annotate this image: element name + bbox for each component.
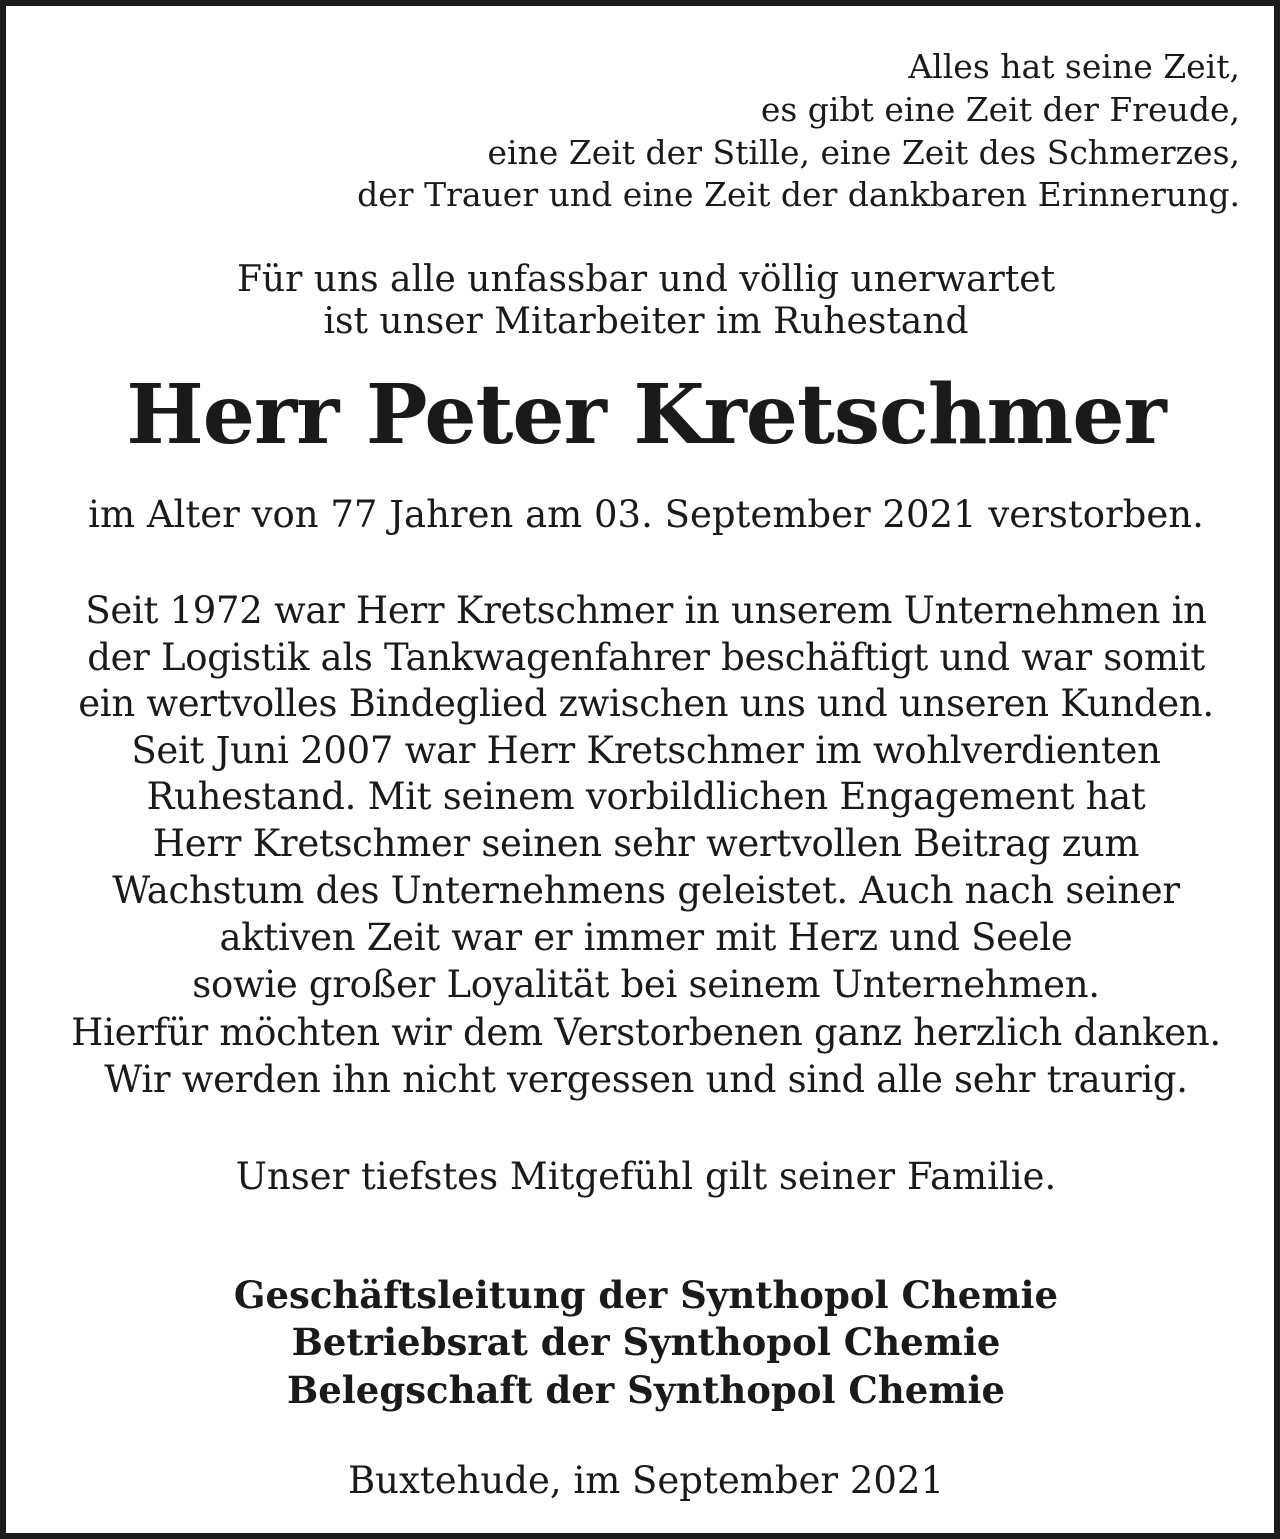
tribute-line: Herr Kretschmer seinen sehr wertvollen Beitrag zum bbox=[152, 822, 1140, 865]
tribute-line: Wachstum des Unternehmens geleistet. Auch nach seiner bbox=[112, 869, 1180, 912]
intro-line: ist unser Mitarbeiter im Ruhestand bbox=[323, 301, 969, 342]
intro-line: Für uns alle unfassbar und völlig unerwartet bbox=[236, 259, 1056, 300]
poem-line: der Trauer und eine Zeit der dankbaren Erinnerung. bbox=[357, 175, 1240, 214]
age-death-line: im Alter von 77 Jahren am 03. September 2021 verstorben. bbox=[88, 493, 1204, 536]
tribute-line: Wir werden ihn nicht vergessen und sind alle sehr traurig. bbox=[104, 1058, 1188, 1101]
signer-line: Betriebsrat der Synthopol Chemie bbox=[291, 1320, 1001, 1364]
poem-line: eine Zeit der Stille, eine Zeit des Schmerzes, bbox=[487, 133, 1240, 172]
poem-line: es gibt eine Zeit der Freude, bbox=[760, 90, 1240, 129]
tribute-line: Seit 1972 war Herr Kretschmer in unserem Unternehmen in bbox=[85, 589, 1207, 632]
tribute-line: aktiven Zeit war er immer mit Herz und Seele bbox=[219, 916, 1073, 959]
tribute-line: Ruhestand. Mit seinem vorbildlichen Engagement hat bbox=[146, 775, 1146, 818]
tribute-line: Hierfür möchten wir dem Verstorbenen ganz herzlich danken. bbox=[71, 1011, 1221, 1054]
tribute-line: ein wertvolles Bindeglied zwischen uns und unseren Kunden. bbox=[78, 682, 1214, 725]
place-date-line: Buxtehude, im September 2021 bbox=[347, 1459, 945, 1502]
condolence-line: Unser tiefstes Mitgefühl gilt seiner Familie. bbox=[235, 1155, 1057, 1198]
deceased-name: Herr Peter Kretschmer bbox=[126, 367, 1166, 463]
tribute-line: Seit Juni 2007 war Herr Kretschmer im wohlverdienten bbox=[131, 729, 1161, 772]
tribute-line: der Logistik als Tankwagenfahrer beschäftigt und war somit bbox=[87, 636, 1205, 679]
signer-line: Belegschaft der Synthopol Chemie bbox=[286, 1368, 1006, 1412]
poem-line: Alles hat seine Zeit, bbox=[908, 47, 1240, 86]
tribute-line: sowie großer Loyalität bei seinem Unternehmen. bbox=[192, 963, 1100, 1006]
signer-line: Geschäftsleitung der Synthopol Chemie bbox=[233, 1273, 1059, 1317]
